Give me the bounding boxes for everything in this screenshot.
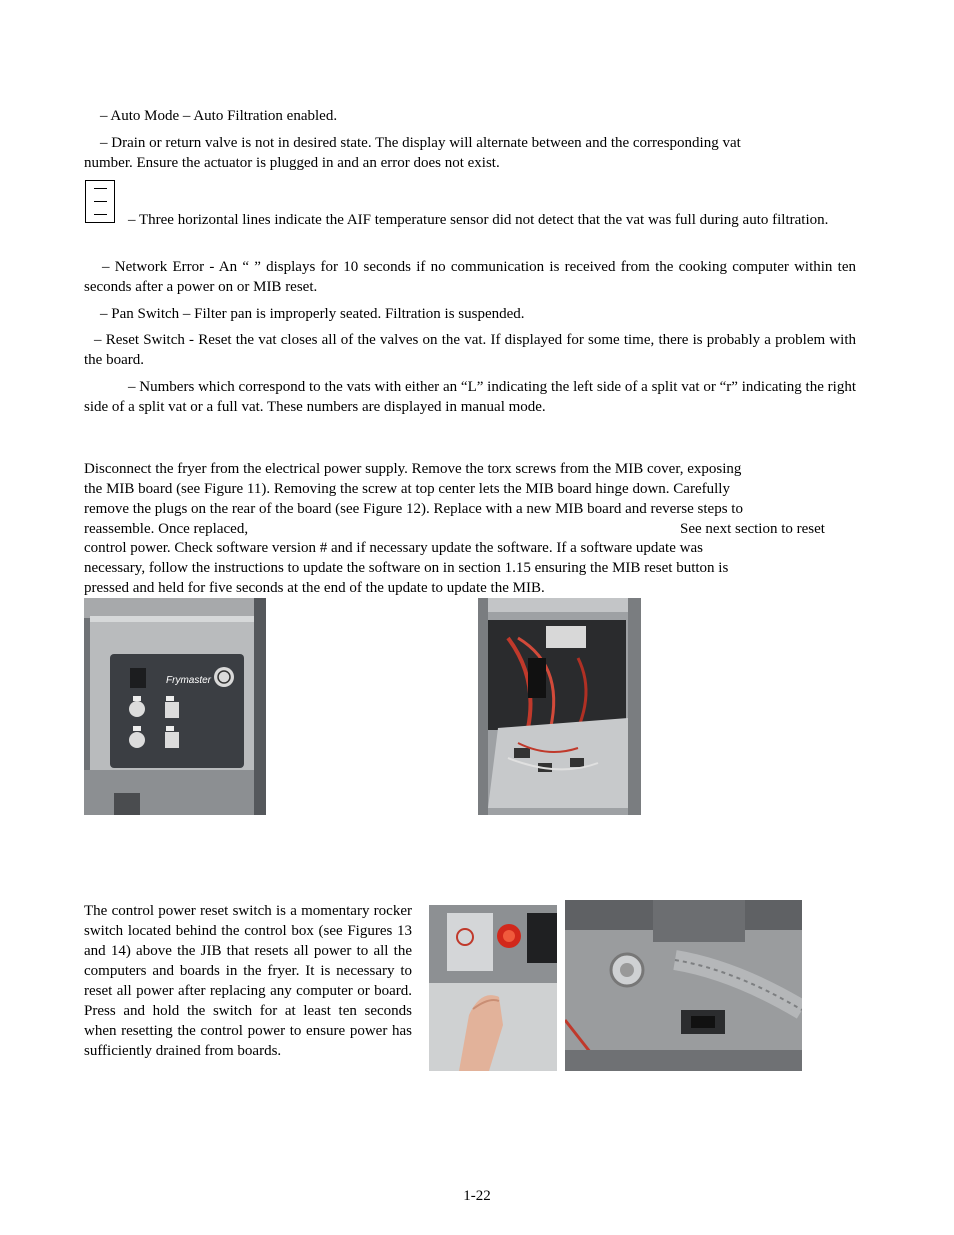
reset-switch-paragraph: – Reset Switch - Reset the vat closes all of the valves on the vat. If displayed for some time, there is probably a problem with the board. [84,332,856,368]
numbers-paragraph: – Numbers which correspond to the vats with either an “L” indicating the left side of a split vat or “r” indicating the right side of a split vat or a full vat. These numbers are displayed in manual mode. [84,379,856,415]
drain-valve-line2: number. Ensure the actuator is plugged in and an error does not exist. [84,155,500,171]
switch-location-photo [565,900,802,1071]
pan-switch-line: – Pan Switch – Filter pan is improperly seated. Filtration is suspended. [100,306,525,322]
page-number: 1-22 [463,1188,491,1204]
replace-mib-line7: pressed and held for five seconds at the end of the update to update the MIB. [84,580,545,596]
mib-panel-photo [84,598,266,815]
replace-mib-line2: the MIB board (see Figure 11). Removing the screw at top center lets the MIB board hinge down. Carefully [84,481,730,497]
three-lines-paragraph: – Three horizontal lines indicate the AIF temperature sensor did not detect that the vat was full during auto filtration. [128,212,829,228]
panel-brand-label: Frymaster [166,675,211,686]
control-power-paragraph: The control power reset switch is a momentary rocker switch located behind the control box (see Figures 13 and 14) above the JIB that resets all power to all the computers and boards in the fryer. It is necessary to reset all power after replacing any computer or board. Press and hold the switch for at least ten seconds when resetting the control power to ensure power has sufficiently drained from boards. [84,903,412,1059]
replace-mib-line3: remove the plugs on the rear of the board (see Figure 12). Replace with a new MIB board and reverse steps to [84,501,743,517]
replace-mib-line4b: See next section to reset [680,521,825,537]
drain-valve-paragraph [84,133,856,173]
auto-mode-line: – Auto Mode – Auto Filtration enabled. [100,108,338,124]
replace-mib-line5: control power. Check software version # and if necessary update the software. If a software update was [84,540,703,556]
replace-mib-line4a: reassemble. Once replaced, [84,521,249,537]
replace-mib-line1: Disconnect the fryer from the electrical power supply. Remove the torx screws from the MIB cover, exposing [84,461,742,477]
reset-switch-photo [429,905,557,1071]
replace-mib-line6: necessary, follow the instructions to update the software on in section 1.15 ensuring the MIB reset button is [84,560,729,576]
mib-board-photo [478,598,641,815]
drain-valve-line1: – Drain or return valve is not in desired state. The display will alternate between and the corresponding vat [100,135,741,151]
network-error-paragraph: – Network Error - An “ ” displays for 10 seconds if no communication is received from the cooking computer within ten seconds after a power on or MIB reset. [84,259,856,295]
